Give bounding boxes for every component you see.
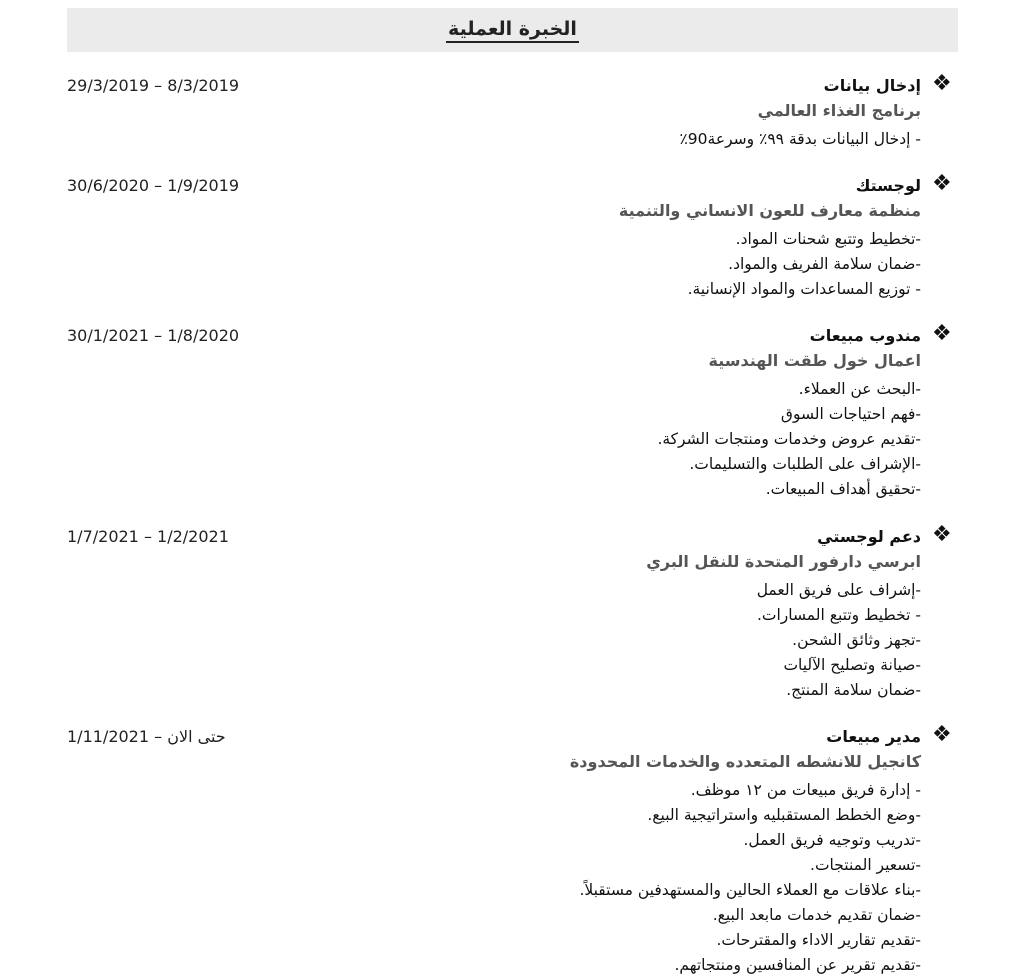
duty-item: - إدارة فريق مبيعات من ١٢ موظف. (690, 781, 921, 799)
duty-list (579, 779, 921, 979)
job-dates: 29/3/2019 – 8/3/2019 (67, 76, 240, 95)
duty-list (657, 378, 921, 503)
job-organization: ابرسي دارفور المتحدة للنقل البري (646, 552, 921, 571)
job-organization: منظمة معارف للعون الانساني والتنمية (618, 201, 921, 220)
duty-item: -تدريب وتوجيه فريق العمل. (743, 831, 921, 849)
duty-item: -ضمان تقديم خدمات مابعد البيع. (712, 906, 921, 924)
job-organization: اعمال خول طقت الهندسية (708, 351, 921, 370)
job-organization: برنامج الغذاء العالمي (757, 101, 921, 120)
job-organization: كانجيل للانشطه المتعدده والخدمات المحدودة (569, 752, 921, 771)
job-title: إدخال بيانات (823, 76, 921, 95)
duty-item: -وضع الخطط المستقبليه واستراتيجية البيع. (647, 806, 921, 824)
duty-item: -ضمان سلامة المنتج. (786, 681, 921, 699)
duty-item: - إدخال البيانات بدقة ٩٩٪ وسرعة90٪ (679, 130, 921, 148)
diamond-bullet-icon: ❖ (932, 722, 952, 747)
duty-item: -تقديم تقرير عن المنافسين ومنتجاتهم. (674, 956, 921, 974)
duty-item: -تقديم عروض وخدمات ومنتجات الشركة. (657, 430, 921, 448)
section-header (67, 8, 958, 52)
duty-item: -تقديم تقارير الاداء والمقترحات. (716, 931, 921, 949)
duty-list (679, 128, 921, 153)
job-title: لوجستك (855, 176, 921, 195)
duty-item: -إشراف على فريق العمل (756, 581, 921, 599)
duty-list (688, 228, 921, 303)
job-dates: 1/7/2021 – 1/2/2021 (67, 527, 229, 546)
diamond-bullet-icon: ❖ (932, 71, 952, 96)
diamond-bullet-icon: ❖ (932, 171, 952, 196)
duty-item: -تسعير المنتجات. (810, 856, 921, 874)
job-dates: 30/1/2021 – 1/8/2020 (67, 326, 240, 345)
duty-item: - تخطيط وتتبع المسارات. (756, 606, 921, 624)
duty-item: -ضمان سلامة الفريف والمواد. (728, 255, 921, 273)
job-title: مدير مبيعات (826, 727, 921, 746)
duty-item: -صيانة وتصليح الآليات (783, 656, 921, 674)
section-title: الخبرة العملية (446, 18, 579, 43)
job-title: مندوب مبيعات (809, 326, 921, 345)
job-dates: 30/6/2020 – 1/9/2019 (67, 176, 240, 195)
duty-list (757, 579, 921, 704)
duty-item: -تخطيط وتتبع شحنات المواد. (735, 230, 921, 248)
job-title: دعم لوجستي (817, 527, 921, 546)
diamond-bullet-icon: ❖ (932, 321, 952, 346)
diamond-bullet-icon: ❖ (932, 522, 952, 547)
duty-item: -تجهز وثائق الشحن. (792, 631, 921, 649)
duty-item: -تحقيق أهداف المبيعات. (765, 480, 921, 498)
duty-item: -فهم احتياجات السوق (780, 405, 921, 423)
duty-item: - توزيع المساعدات والمواد الإنسانية. (687, 280, 921, 298)
job-dates: 1/11/2021 – حتى الان (67, 727, 226, 746)
duty-item: -بناء علاقات مع العملاء الحالين والمستهدفين مستقبلاً. (579, 881, 921, 899)
duty-item: -البحث عن العملاء. (798, 380, 921, 398)
duty-item: -الإشراف على الطلبات والتسليمات. (689, 455, 921, 473)
